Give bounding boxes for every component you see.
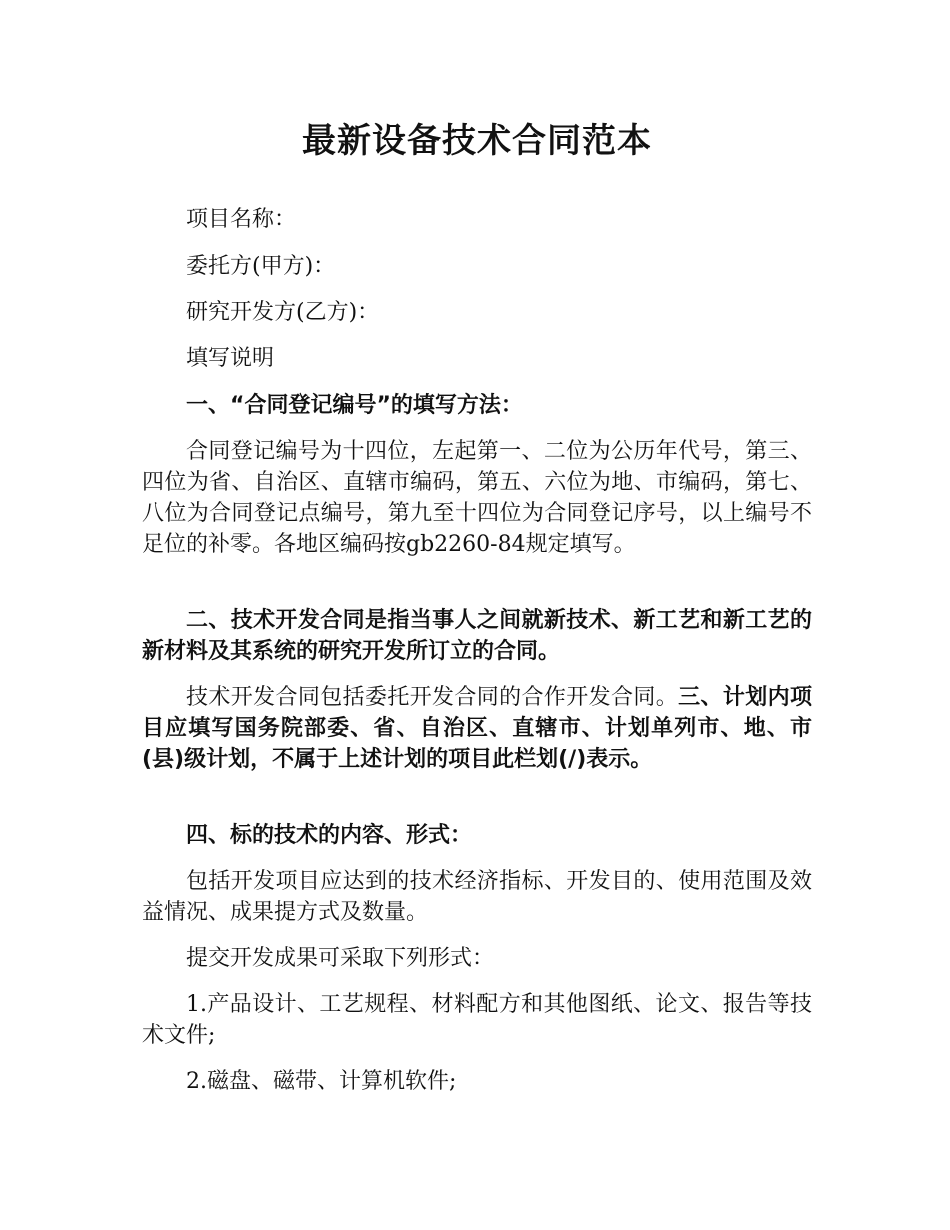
paragraph-normal-part: 技术开发合同包括委托开发合同的合作开发合同。 bbox=[186, 685, 679, 710]
section-heading-1: 一、“合同登记编号”的填写方法： bbox=[186, 393, 523, 418]
section-heading-3: 三、计划内项目应填写国务院部委、省、自治区、直辖市、计划单列市、地、市(县)级计划，不属于上述计划的项目此栏划(/)表示。 bbox=[142, 685, 812, 772]
paragraph-project-name: 项目名称： bbox=[186, 207, 297, 232]
paragraph-registration-number: 合同登记编号为十四位，左起第一、二位为公历年代号，第三、四位为省、自治区、直辖市编码，第五、六位为地、市编码，第七、八位为合同登记点编号，第九至十四位为合同登记序号，以上编号不足位的补零。各地区编码按gb2260-84规定填写。 bbox=[142, 439, 812, 557]
paragraph-delivery-forms: 提交开发成果可采取下列形式： bbox=[186, 946, 495, 971]
section-heading-4: 四、标的技术的内容、形式： bbox=[186, 823, 473, 848]
list-item-1: 1.产品设计、工艺规程、材料配方和其他图纸、论文、报告等技术文件; bbox=[142, 992, 812, 1048]
list-item-2: 2.磁盘、磁带、计算机软件; bbox=[186, 1069, 457, 1094]
paragraph-developer-party-b: 研究开发方(乙方)： bbox=[186, 300, 380, 325]
document-title: 最新设备技术合同范本 bbox=[302, 121, 652, 161]
paragraph-client-party-a: 委托方(甲方)： bbox=[186, 254, 336, 279]
paragraph-development-contract bbox=[142, 682, 812, 775]
paragraph-content-description: 包括开发项目应达到的技术经济指标、开发目的、使用范围及效益情况、成果提方式及数量。 bbox=[142, 869, 812, 925]
section-heading-2: 二、技术开发合同是指当事人之间就新技术、新工艺和新工艺的新材料及其系统的研究开发所订立的合同。 bbox=[142, 608, 812, 664]
paragraph-instructions-heading: 填写说明 bbox=[186, 346, 275, 371]
